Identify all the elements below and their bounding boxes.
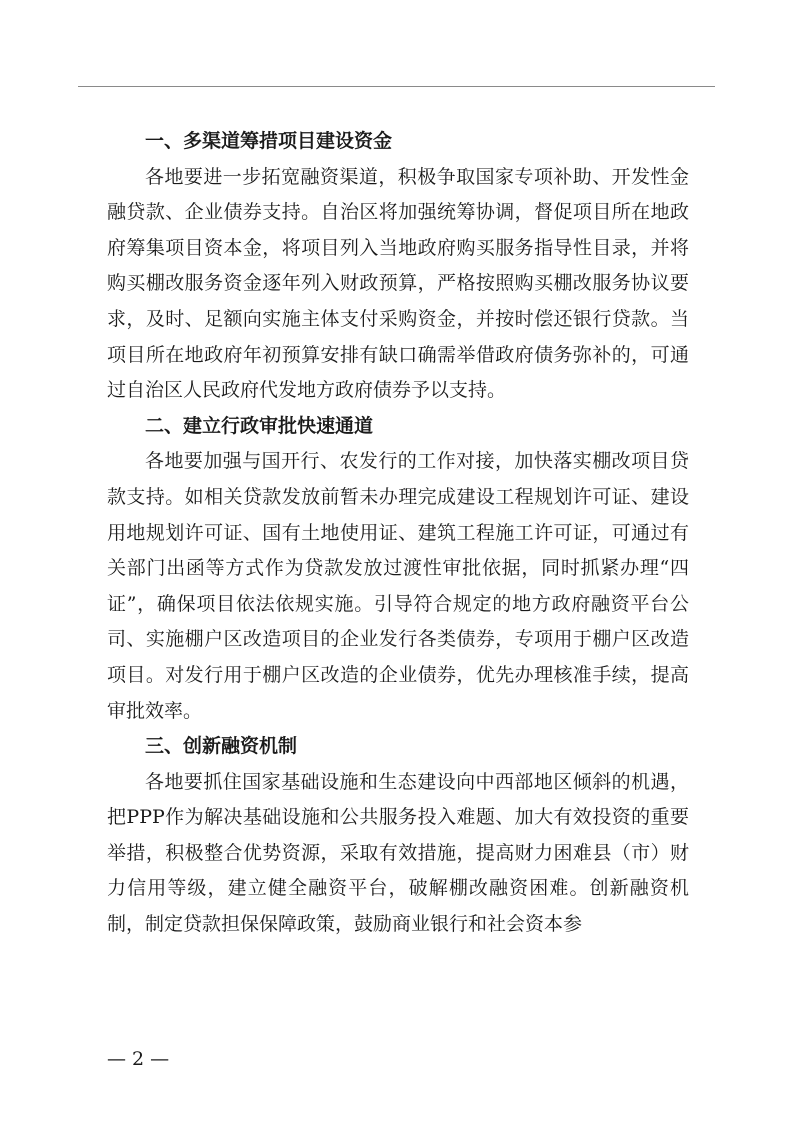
document-body (107, 124, 689, 943)
page-number: — 2 — (107, 1048, 170, 1070)
section-3 (107, 729, 689, 943)
header-rule (78, 86, 715, 87)
section-paragraph: 各地要进一步拓宽融资渠道，积极争取国家专项补助、开发性金融贷款、企业债券支持。自治区将加强统筹协调，督促项目所在地政府筹集项目资本金，将项目列入当地政府购买服务指导性目录，并将购买棚改服务资金逐年列入财政预算，严格按照购买棚改服务协议要求，及时、足额向实施主体支付采购资金，并按时偿还银行贷款。当项目所在地政府年初预算安排有缺口确需举借政府债务弥补的，可通过自治区人民政府代发地方政府债券予以支持。 (107, 165, 689, 402)
section-heading: 二、建立行政审批快速通道 (145, 414, 374, 437)
section-2 (107, 409, 689, 729)
section-1 (107, 124, 689, 409)
section-heading: 一、多渠道筹措项目建设资金 (145, 130, 393, 152)
section-heading: 三、创新融资机制 (145, 735, 298, 758)
section-paragraph: 各地要加强与国开行、农发行的工作对接，加快落实棚改项目贷款支持。如相关贷款发放前暂未办理完成建设工程规划许可证、建设用地规划许可证、国有土地使用证、建筑工程施工许可证，可通过有关部门出函等方式作为贷款发放过渡性审批依据，同时抓紧办理“四证”，确保项目依法依规实施。引导符合规定的地方政府融资平台公司、实施棚户区改造项目的企业发行各类债券，专项用于棚户区改造项目。对发行用于棚户区改造的企业债券，优先办理核准手续，提高审批效率。 (107, 450, 689, 722)
section-paragraph: 各地要抓住国家基础设施和生态建设向中西部地区倾斜的机遇，把PPP作为解决基础设施和公共服务投入难题、加大有效投资的重要举措，积极整合优势资源，采取有效措施，提高财力困难县（市）财力信用等级，建立健全融资平台，破解棚改融资困难。创新融资机制，制定贷款担保保障政策，鼓励商业银行和社会资本参 (107, 770, 689, 936)
